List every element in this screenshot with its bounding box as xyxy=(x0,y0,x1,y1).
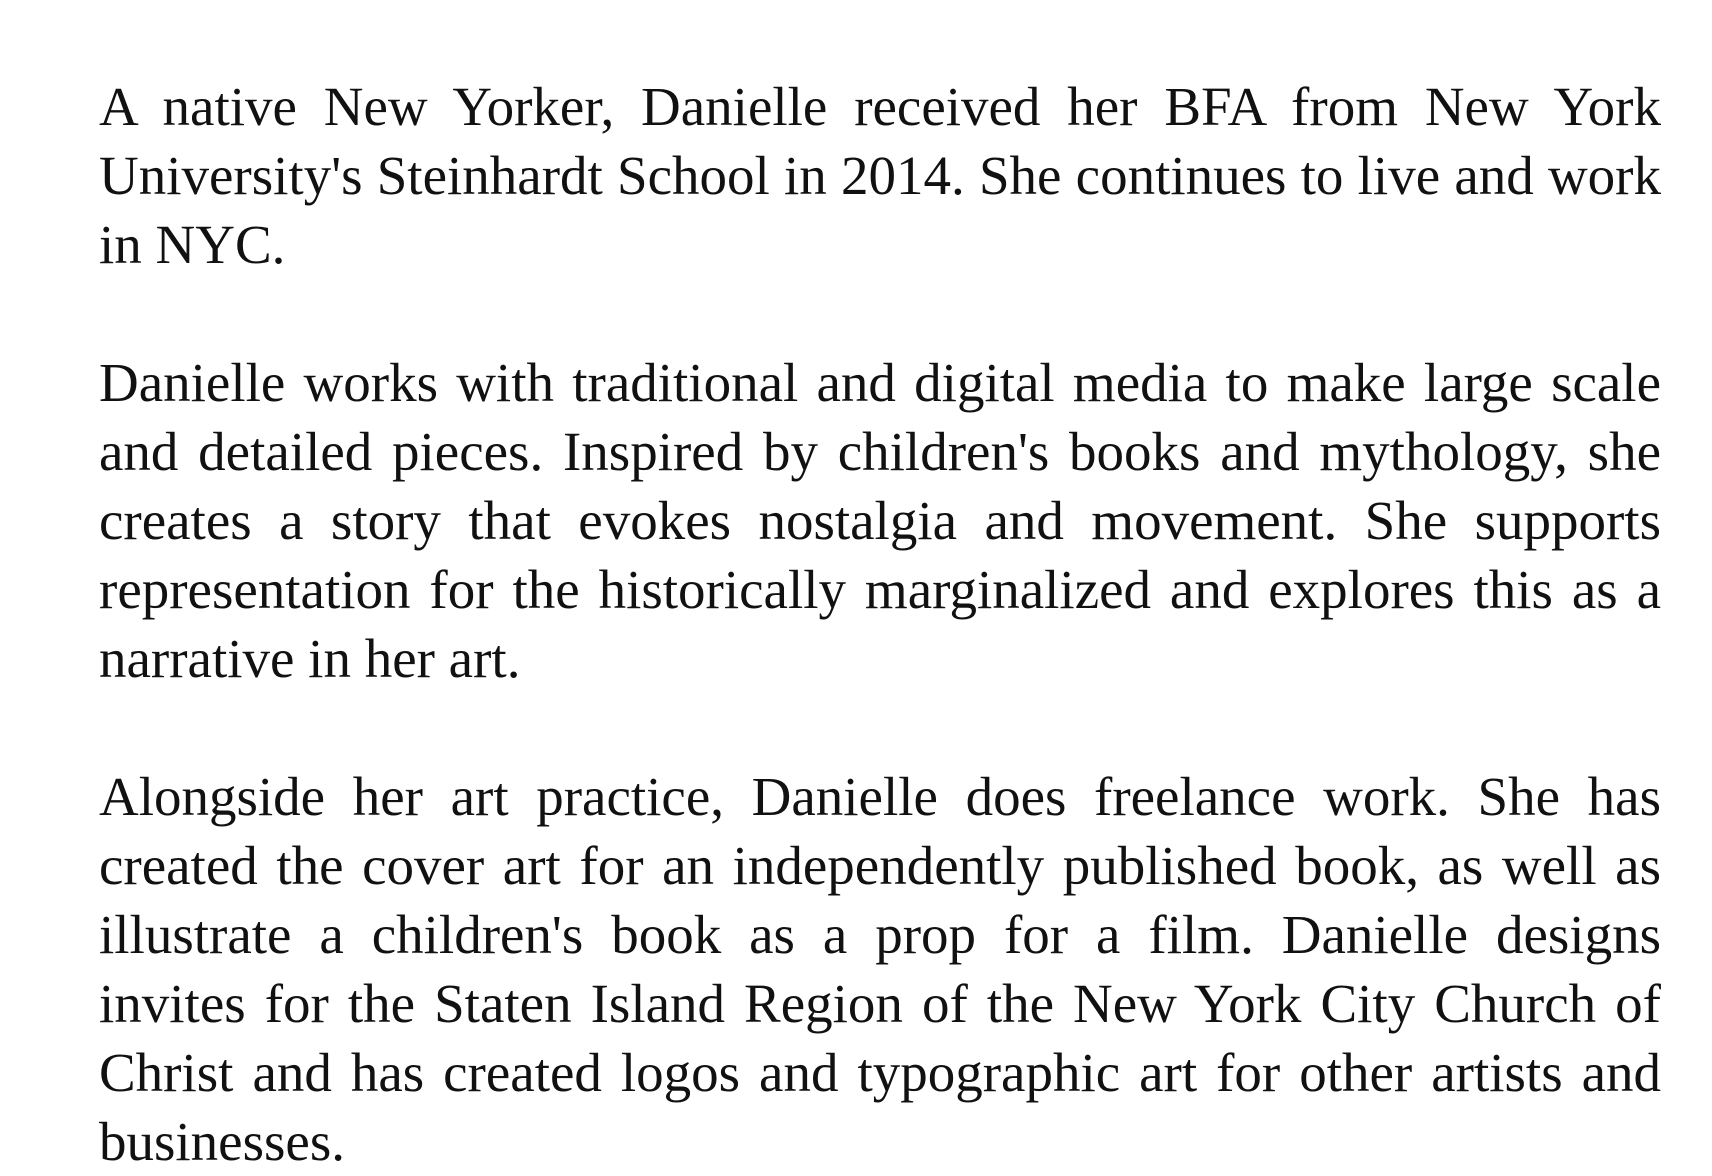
bio-paragraph-practice: Danielle works with traditional and digital media to make large scale and detailed pieces. Inspired by children's books and mythology, she creates a story that evokes nostalgia and movement. She supports representation for the historically marginalized and explores this as a narrative in her art. xyxy=(99,352,1661,689)
bio-paragraph-education: A native New Yorker, Danielle received her BFA from New York University's Steinhardt School in 2014. She continues to live and work in NYC. xyxy=(99,76,1661,275)
bio-text-block xyxy=(99,72,1661,1176)
bio-paragraph-freelance: Alongside her art practice, Danielle does freelance work. She has created the cover art for an independently published book, as well as illustrate a children's book as a prop for a film. Danielle designs invites for the Staten Island Region of the New York City Church of Christ and has created logos and typographic art for other artists and businesses. xyxy=(99,766,1661,1172)
